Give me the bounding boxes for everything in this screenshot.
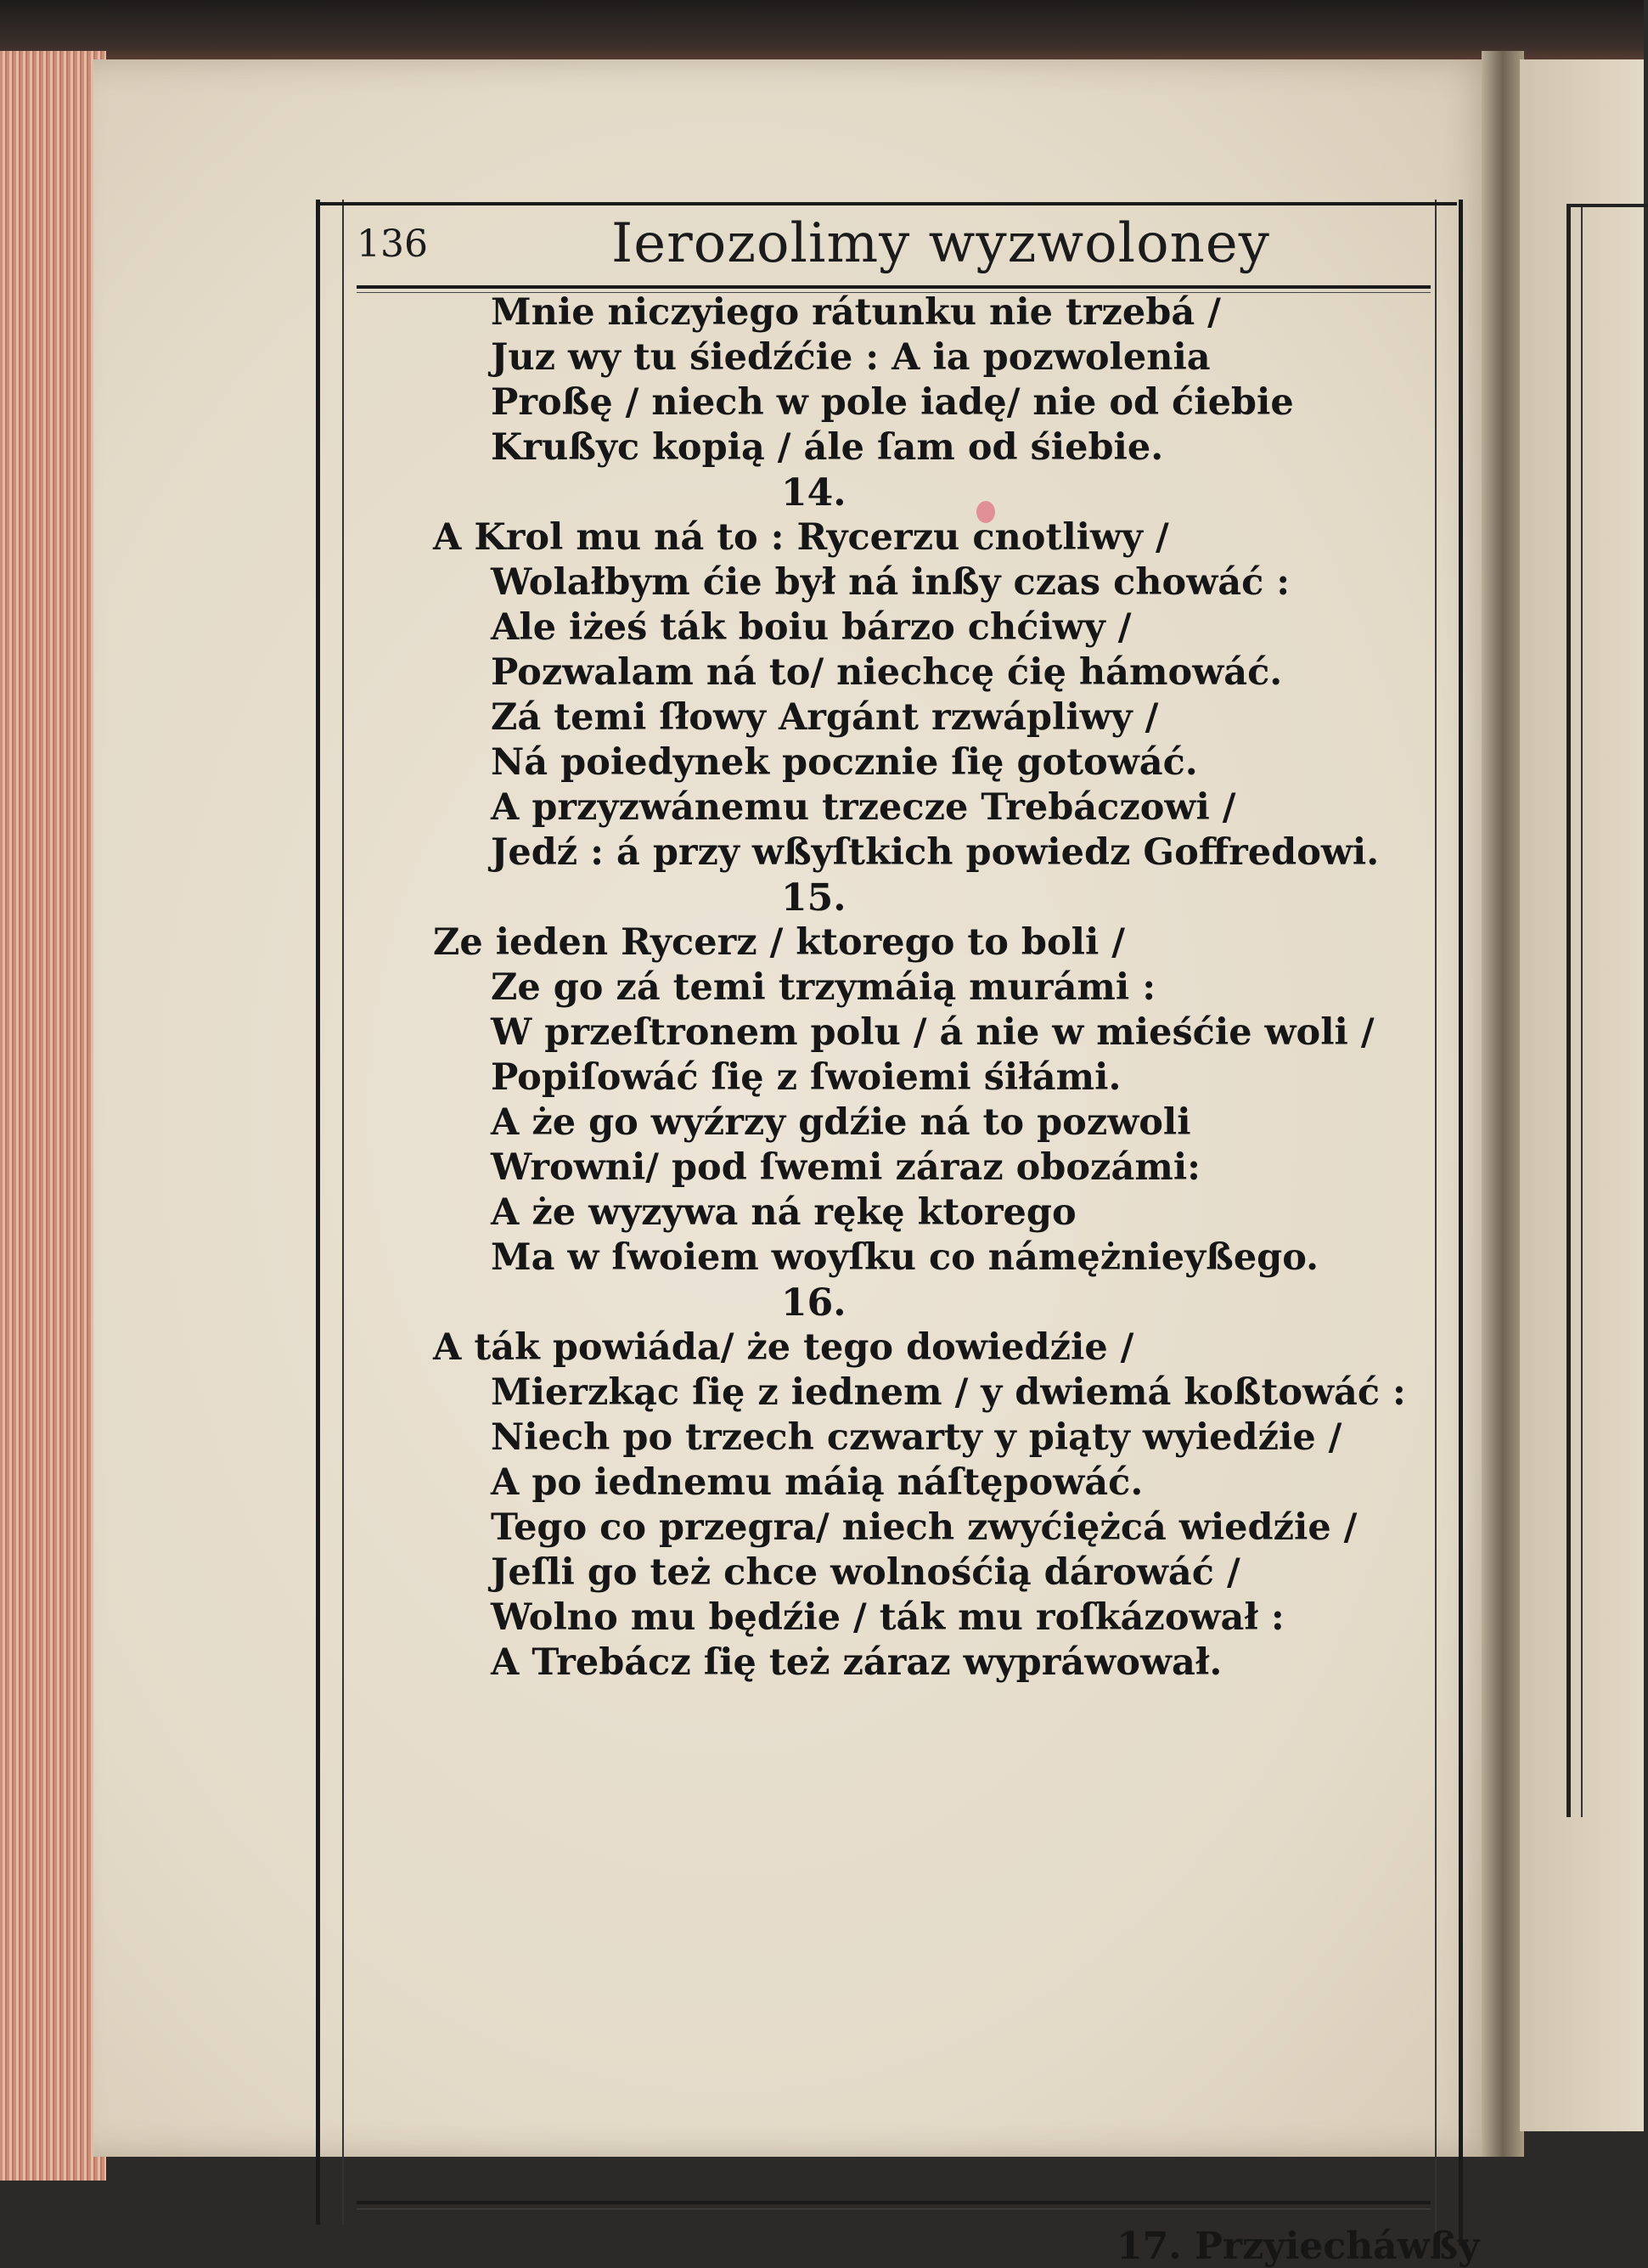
verse-line: Ale iżeś ták boiu bárzo chćiwy / bbox=[491, 606, 1132, 649]
verse-line: Jedź : á przy wßyſtkich powiedz Goffredowi. bbox=[491, 831, 1380, 874]
verse-line: A że wyzywa ná rękę ktorego bbox=[491, 1191, 1077, 1234]
header-rule bbox=[357, 285, 1431, 289]
book-gutter bbox=[1482, 51, 1524, 2157]
verse-line: Pozwalam ná to/ niechcę ćię hámowáć. bbox=[491, 651, 1283, 694]
verse-line: Jeſli go też chce wolnośćią dárowáć / bbox=[491, 1551, 1240, 1594]
verse-line: Wolałbym ćie był ná inßy czas chowáć : bbox=[491, 561, 1291, 604]
verse-line: A Krol mu ná to : Rycerzu cnotliwy / bbox=[433, 516, 1169, 559]
verse-line: Wolno mu będźie / ták mu roſkázował : bbox=[491, 1596, 1285, 1639]
verse-line: A Trebácz ſię też záraz wypráwował. bbox=[491, 1641, 1223, 1684]
verse-line: Proßę / niech w pole iadę/ nie od ćiebie bbox=[491, 381, 1294, 424]
stanza-number: 15. bbox=[781, 876, 846, 920]
verse-line: Tego co przegra/ niech zwyćiężcá wiedźie / bbox=[491, 1506, 1358, 1549]
catchword: 17. Przyiecháwßy bbox=[1116, 2225, 1480, 2268]
footer-rule bbox=[357, 2201, 1431, 2204]
frame-border-right bbox=[1435, 200, 1463, 2246]
verse-line: Krußyc kopią / ále ſam od śiebie. bbox=[491, 426, 1164, 469]
verse-line: Ma w ſwoiem woyſku co námężnieyßego. bbox=[491, 1236, 1319, 1279]
verse-line: Niech po trzech czwarty y piąty wyiedźie / bbox=[491, 1416, 1342, 1459]
verse-line: Mierzkąc ſię z iednem / y dwiemá koßtowáć : bbox=[491, 1371, 1406, 1414]
verse-line: Mnie niczyiego rátunku nie trzebá / bbox=[491, 291, 1221, 334]
verse-line: Ze ieden Rycerz / ktorego to boli / bbox=[433, 921, 1125, 964]
verse-line: Juz wy tu śiedźćie : A ia pozwolenia bbox=[491, 336, 1211, 379]
verse-line: Popiſowáć ſię z ſwoiemi śiłámi. bbox=[491, 1056, 1122, 1099]
verse-line: Ze go zá temi trzymáią murámi : bbox=[491, 966, 1156, 1009]
stanza-number: 14. bbox=[781, 471, 846, 515]
right-page-frame bbox=[1566, 204, 1648, 1817]
verse-line: A ták powiáda/ że tego dowiedźie / bbox=[433, 1326, 1134, 1369]
verse-line: A przyzwánemu trzecze Trebáczowi / bbox=[491, 786, 1236, 829]
verse-line: Ná poiedynek pocznie ſię gotowáć. bbox=[491, 741, 1198, 784]
running-title: Ierozolimy wyzwoloney bbox=[611, 212, 1270, 275]
frame-border-left bbox=[316, 200, 344, 2225]
page-number: 136 bbox=[357, 222, 428, 266]
frame-rule-top bbox=[316, 202, 1457, 205]
page-fore-edge bbox=[0, 51, 106, 2181]
verse-line: A że go wyźrzy gdźie ná to pozwoli bbox=[491, 1101, 1191, 1144]
stanza-number: 16. bbox=[781, 1281, 846, 1325]
verse-block bbox=[433, 290, 1435, 1686]
verse-line: Wrowni/ pod ſwemi záraz obozámi: bbox=[491, 1146, 1201, 1189]
verse-line: A po iednemu máią náſtępowáć. bbox=[491, 1461, 1144, 1504]
verse-line: Zá temi ſłowy Argánt rzwápliwy / bbox=[491, 696, 1159, 739]
verse-line: W przeſtronem polu / á nie w mieśćie woli / bbox=[491, 1011, 1375, 1054]
